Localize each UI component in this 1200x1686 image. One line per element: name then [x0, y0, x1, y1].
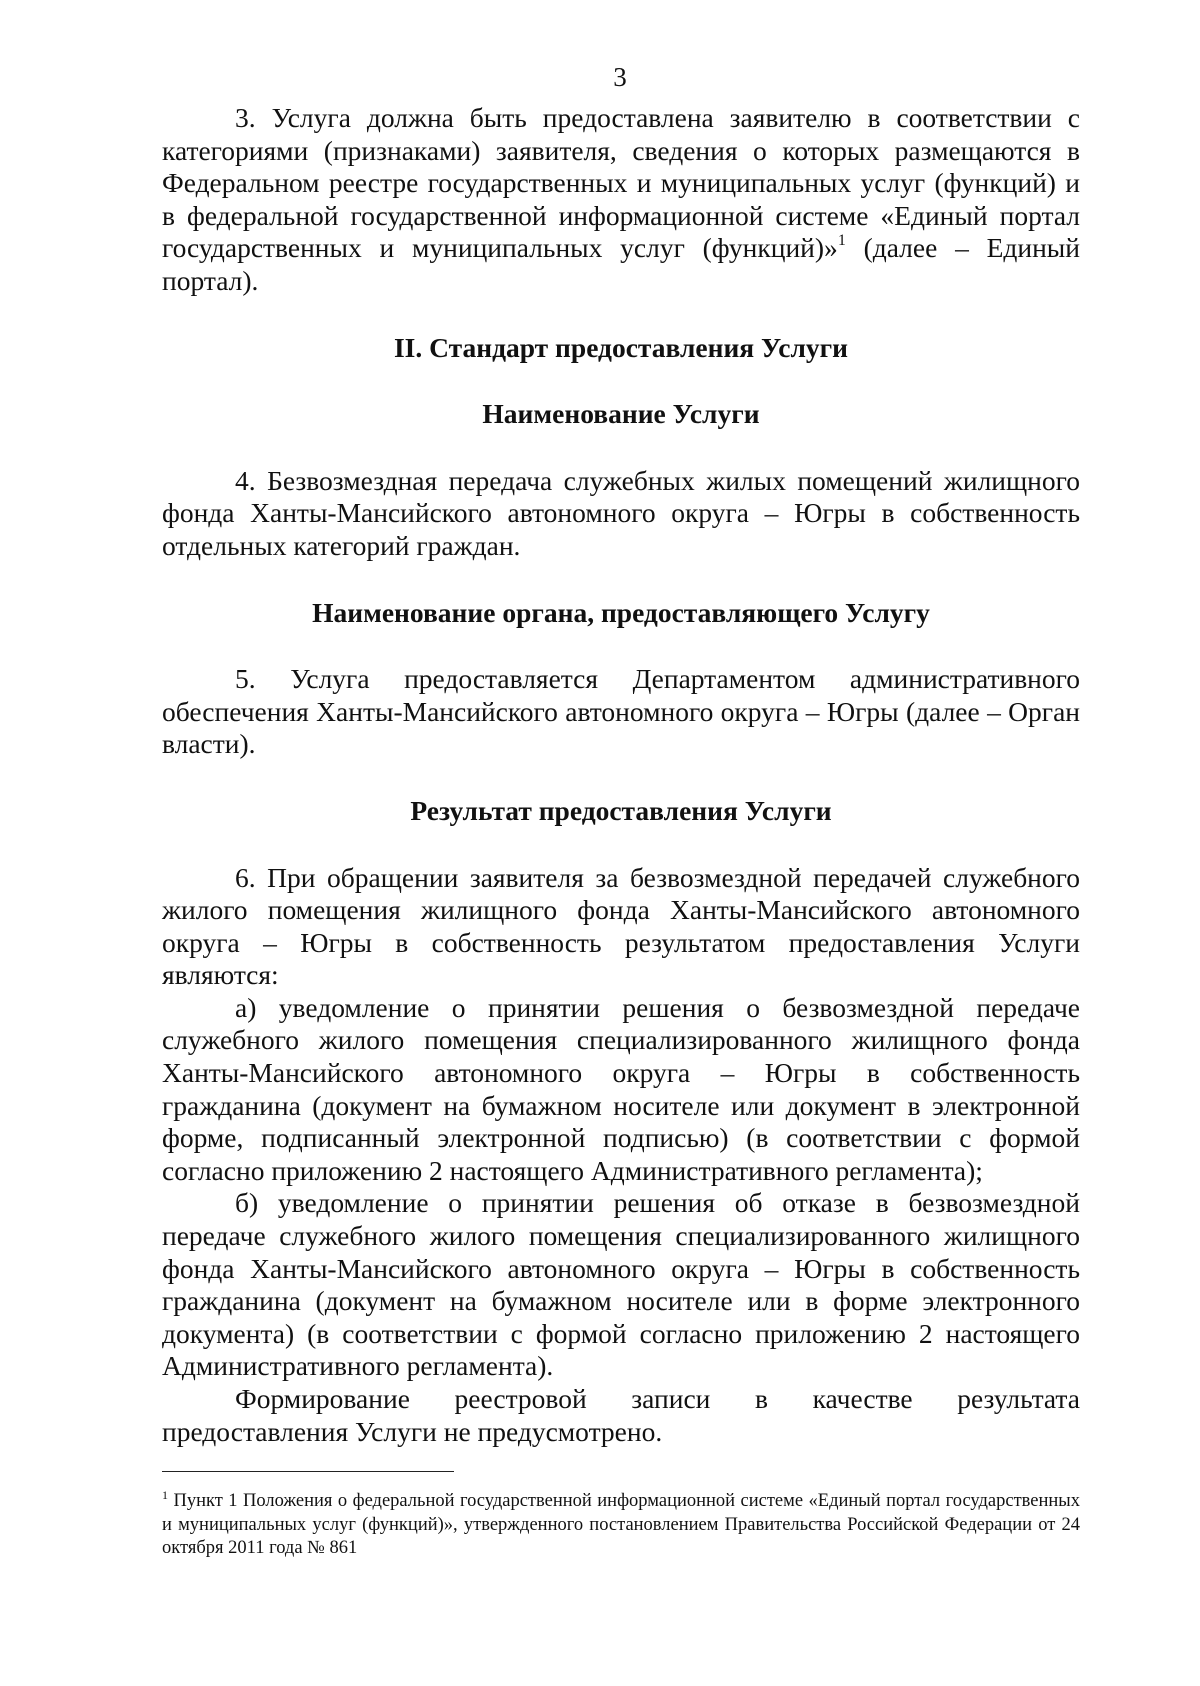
heading-authority: Наименование органа, предоставляющего Услугу — [312, 596, 930, 628]
footnote-marker: 1 — [162, 1488, 168, 1502]
document-body — [162, 102, 1080, 1448]
paragraph-6b: б) уведомление о принятии решения об отказе в безвозмездной передаче служебного жилого помещения специализированного жилищного фонда Ханты-Мансийского автономного округа – Югры в собственность гражданина (документ на бумажном носителе или в форме электронного документа) (в соответствии с формой согласно приложению 2 настоящего Административного регламента). — [162, 1187, 1080, 1382]
heading-result: Результат предоставления Услуги — [410, 794, 832, 826]
paragraph-4: 4. Безвозмездная передача служебных жилых помещений жилищного фонда Ханты-Мансийского автономного округа – Югры в собственность отдельных категорий граждан. — [162, 464, 1080, 561]
paragraph-3 — [162, 102, 1080, 298]
heading-service-name: Наименование Услуги — [482, 398, 760, 430]
paragraph-6a: а) уведомление о принятии решения о безвозмездной передаче служебного жилого помещения специализированного жилищного фонда Ханты-Мансийского автономного округа – Югры в собственность гражданина (документ на бумажном носителе или документ в электронной форме, подписанный электронной подписью) (в соответствии с формой согласно приложению 2 настоящего Административного регламента); — [162, 991, 1080, 1186]
paragraph-3-end: (далее – Единый портал). — [162, 232, 1081, 296]
paragraph-registry: Формирование реестровой записи в качестве результата предоставления Услуги не предусмотрено. — [162, 1383, 1080, 1447]
footnote-reference: 1 — [837, 232, 846, 250]
paragraph-5: 5. Услуга предоставляется Департаментом административного обеспечения Ханты-Мансийского автономного округа – Югры (далее – Орган власти). — [162, 663, 1080, 760]
page-number: 3 — [613, 62, 627, 92]
footnote — [162, 1490, 1080, 1561]
paragraph-6: 6. При обращении заявителя за безвозмездной передачей служебного жилого помещения жилищного фонда Ханты-Мансийского автономного округа – Югры в собственность результатом предоставления Услуги являются: — [162, 861, 1080, 991]
paragraph-3-text: 3. Услуга должна быть предоставлена заявителю в соответствии с категориями (признаками) заявителя, сведения о которых размещаются в Федеральном реестре государственных и муниципальных услуг (функций) и в федеральной государственной информационной системе «Единый портал государственных и муниципальных услуг (функций)» — [162, 102, 1080, 264]
footnote-text: Пункт 1 Положения о федеральной государственной информационной системе «Единый портал государственных и муниципальных услуг (функций)», утвержденного постановлением Правительства Российской Федерации от 24 октября 2011 года № 861 — [162, 1491, 1080, 1558]
section-heading-standard: II. Стандарт предоставления Услуги — [393, 331, 848, 363]
footnote-divider — [162, 1471, 454, 1472]
